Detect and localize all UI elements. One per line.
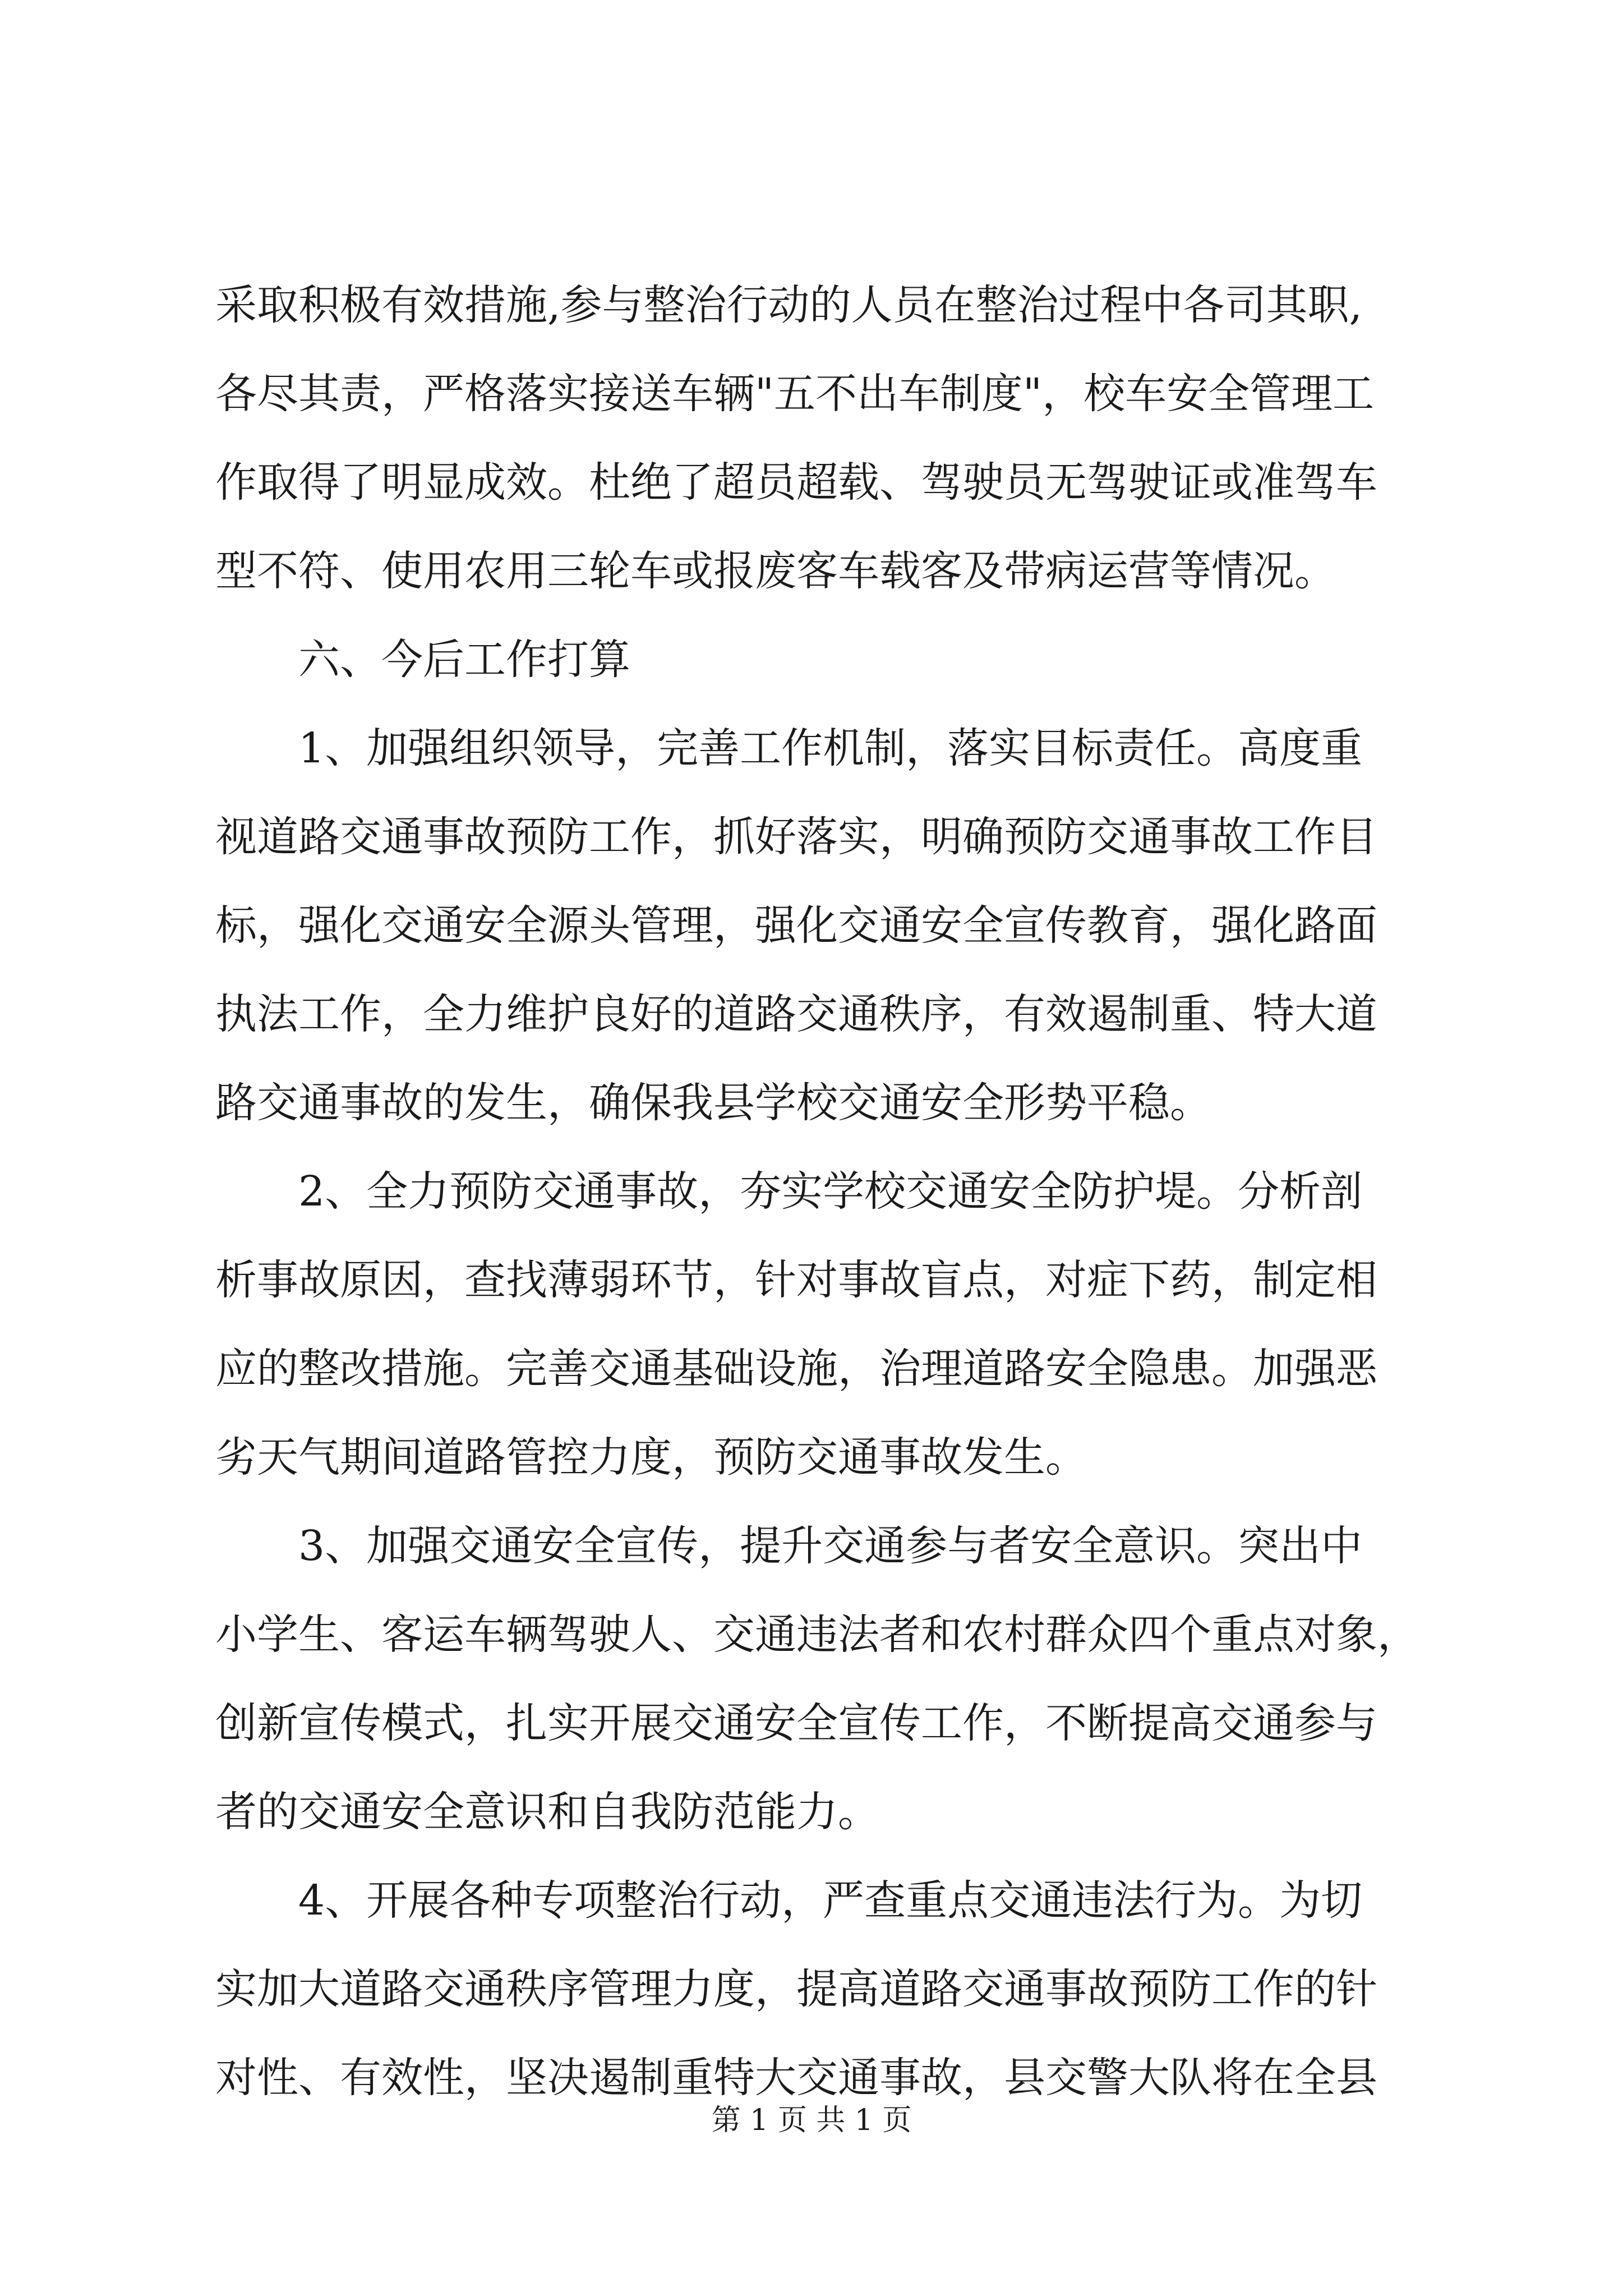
text-line: 作取得了明显成效。杜绝了超员超载、驾驶员无驾驶证或准驾车	[215, 458, 1377, 507]
text-line: 劣天气期间道路管控力度，预防交通事故发生。	[215, 1433, 1087, 1481]
text-line: 实加大道路交通秩序管理力度，提高道路交通事故预防工作的针	[215, 1965, 1377, 2013]
document-body	[215, 261, 1424, 2122]
text-line: 1、加强组织领导，完善工作机制，落实目标责任。高度重	[298, 724, 1363, 772]
text-line: 者的交通安全意识和自我防范能力。	[215, 1788, 879, 1836]
text-line: 执法工作，全力维护良好的道路交通秩序，有效遏制重、特大道	[215, 990, 1377, 1038]
text-line: 各尽其责，严格落实接送车辆"五不出车制度"，校车安全管理工	[215, 370, 1375, 418]
text-line: 采取积极有效措施,参与整治行动的人员在整治过程中各司其职,	[215, 281, 1363, 329]
text-line: 4、开展各种专项整治行动，严查重点交通违法行为。为切	[298, 1876, 1363, 1925]
text-line: 3、加强交通安全宣传，提升交通参与者安全意识。突出中	[298, 1522, 1363, 1570]
text-line: 对性、有效性，坚决遏制重特大交通事故，县交警大队将在全县	[215, 2054, 1377, 2102]
text-line: 型不符、使用农用三轮车或报废客车载客及带病运营等情况。	[215, 547, 1336, 595]
section-heading: 六、今后工作打算	[298, 636, 630, 684]
page-footer: 第 1 页 共 1 页	[711, 2104, 912, 2137]
text-line: 标，强化交通安全源头管理，强化交通安全宣传教育，强化路面	[215, 901, 1377, 950]
text-line: 小学生、客运车辆驾驶人、交通违法者和农村群众四个重点对象，	[215, 1611, 1419, 1659]
text-line: 析事故原因，查找薄弱环节，针对事故盲点，对症下药，制定相	[215, 1256, 1377, 1304]
text-line: 创新宣传模式，扎实开展交通安全宣传工作，不断提高交通参与	[215, 1699, 1377, 1747]
text-line: 视道路交通事故预防工作，抓好落实，明确预防交通事故工作目	[215, 813, 1377, 861]
text-line: 2、全力预防交通事故，夯实学校交通安全防护堤。分析剖	[298, 1167, 1363, 1216]
text-line: 应的整改措施。完善交通基础设施，治理道路安全隐患。加强恶	[215, 1345, 1377, 1393]
text-line: 路交通事故的发生，确保我县学校交通安全形势平稳。	[215, 1079, 1211, 1127]
